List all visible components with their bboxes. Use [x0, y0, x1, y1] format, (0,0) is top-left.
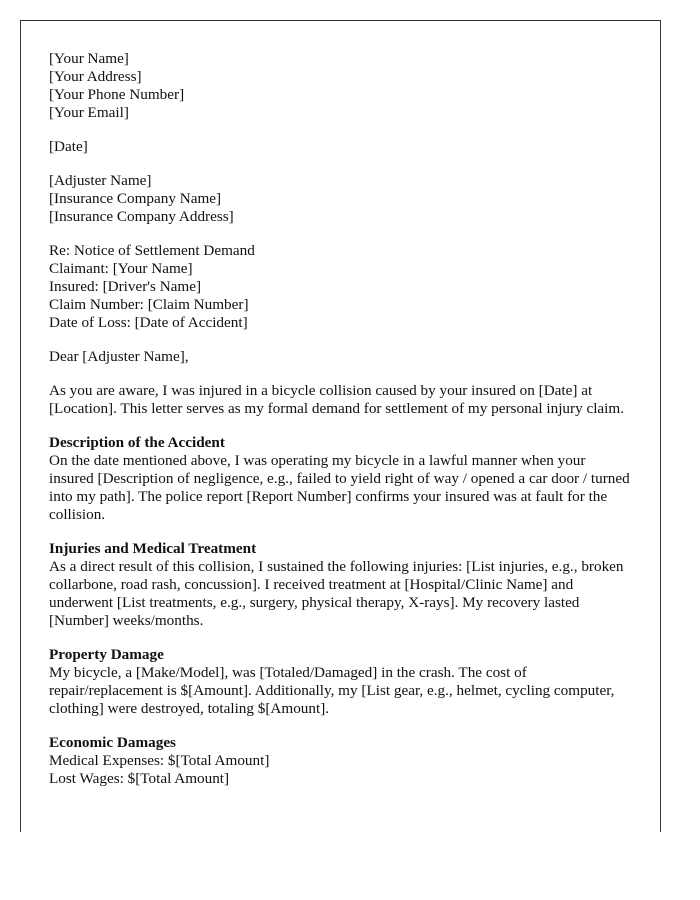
recipient-company-address: [Insurance Company Address] [49, 208, 234, 225]
section-accident [49, 434, 632, 524]
section-body: As a direct result of this collision, I sustained the following injuries: [List injuries, e.g., broken collarbone, road rash, concussion]. I received treatment at [Hospital/Clinic Name] and underwent [List treatments, e.g., surgery, physical therapy, X-rays]. My recovery lasted [Number] weeks/months. [49, 558, 624, 629]
lost-wages-line: Lost Wages: $[Total Amount] [49, 770, 230, 787]
sender-block [49, 50, 632, 122]
section-heading: Property Damage [49, 646, 164, 663]
recipient-block [49, 172, 632, 226]
section-injuries [49, 540, 632, 630]
section-economic-damages [49, 734, 632, 788]
intro-paragraph [49, 382, 632, 418]
section-heading: Injuries and Medical Treatment [49, 540, 257, 557]
sender-phone: [Your Phone Number] [49, 86, 185, 103]
reference-block [49, 242, 632, 332]
claim-number-line: Claim Number: [Claim Number] [49, 296, 249, 313]
salutation-text: Dear [Adjuster Name], [49, 348, 189, 365]
recipient-company-name: [Insurance Company Name] [49, 190, 222, 207]
letter-date: [Date] [49, 138, 88, 155]
section-body: My bicycle, a [Make/Model], was [Totaled/Damaged] in the crash. The cost of repair/replacement is $[Amount]. Additionally, my [List gear, e.g., helmet, cycling computer, clothing] were destroyed, totaling $[Amount]. [49, 664, 615, 717]
section-body: On the date mentioned above, I was operating my bicycle in a lawful manner when your insured [Description of negligence, e.g., failed to yield right of way / opened a car door / turned into my path]. The police report [Report Number] confirms your insured was at fault for the collision. [49, 452, 630, 523]
salutation [49, 348, 632, 366]
claimant-line: Claimant: [Your Name] [49, 260, 193, 277]
sender-address: [Your Address] [49, 68, 142, 85]
recipient-adjuster: [Adjuster Name] [49, 172, 152, 189]
medical-expenses-line: Medical Expenses: $[Total Amount] [49, 752, 270, 769]
intro-text: As you are aware, I was injured in a bicycle collision caused by your insured on [Date] at [Location]. This letter serves as my formal demand for settlement of my personal injury claim. [49, 382, 624, 417]
section-heading: Economic Damages [49, 734, 176, 751]
section-property-damage [49, 646, 632, 718]
sender-email: [Your Email] [49, 104, 129, 121]
date-of-loss-line: Date of Loss: [Date of Accident] [49, 314, 248, 331]
date-block [49, 138, 632, 156]
section-heading: Description of the Accident [49, 434, 225, 451]
letter-page [20, 20, 661, 832]
sender-name: [Your Name] [49, 50, 129, 67]
subject-line: Re: Notice of Settlement Demand [49, 242, 255, 259]
insured-line: Insured: [Driver's Name] [49, 278, 202, 295]
